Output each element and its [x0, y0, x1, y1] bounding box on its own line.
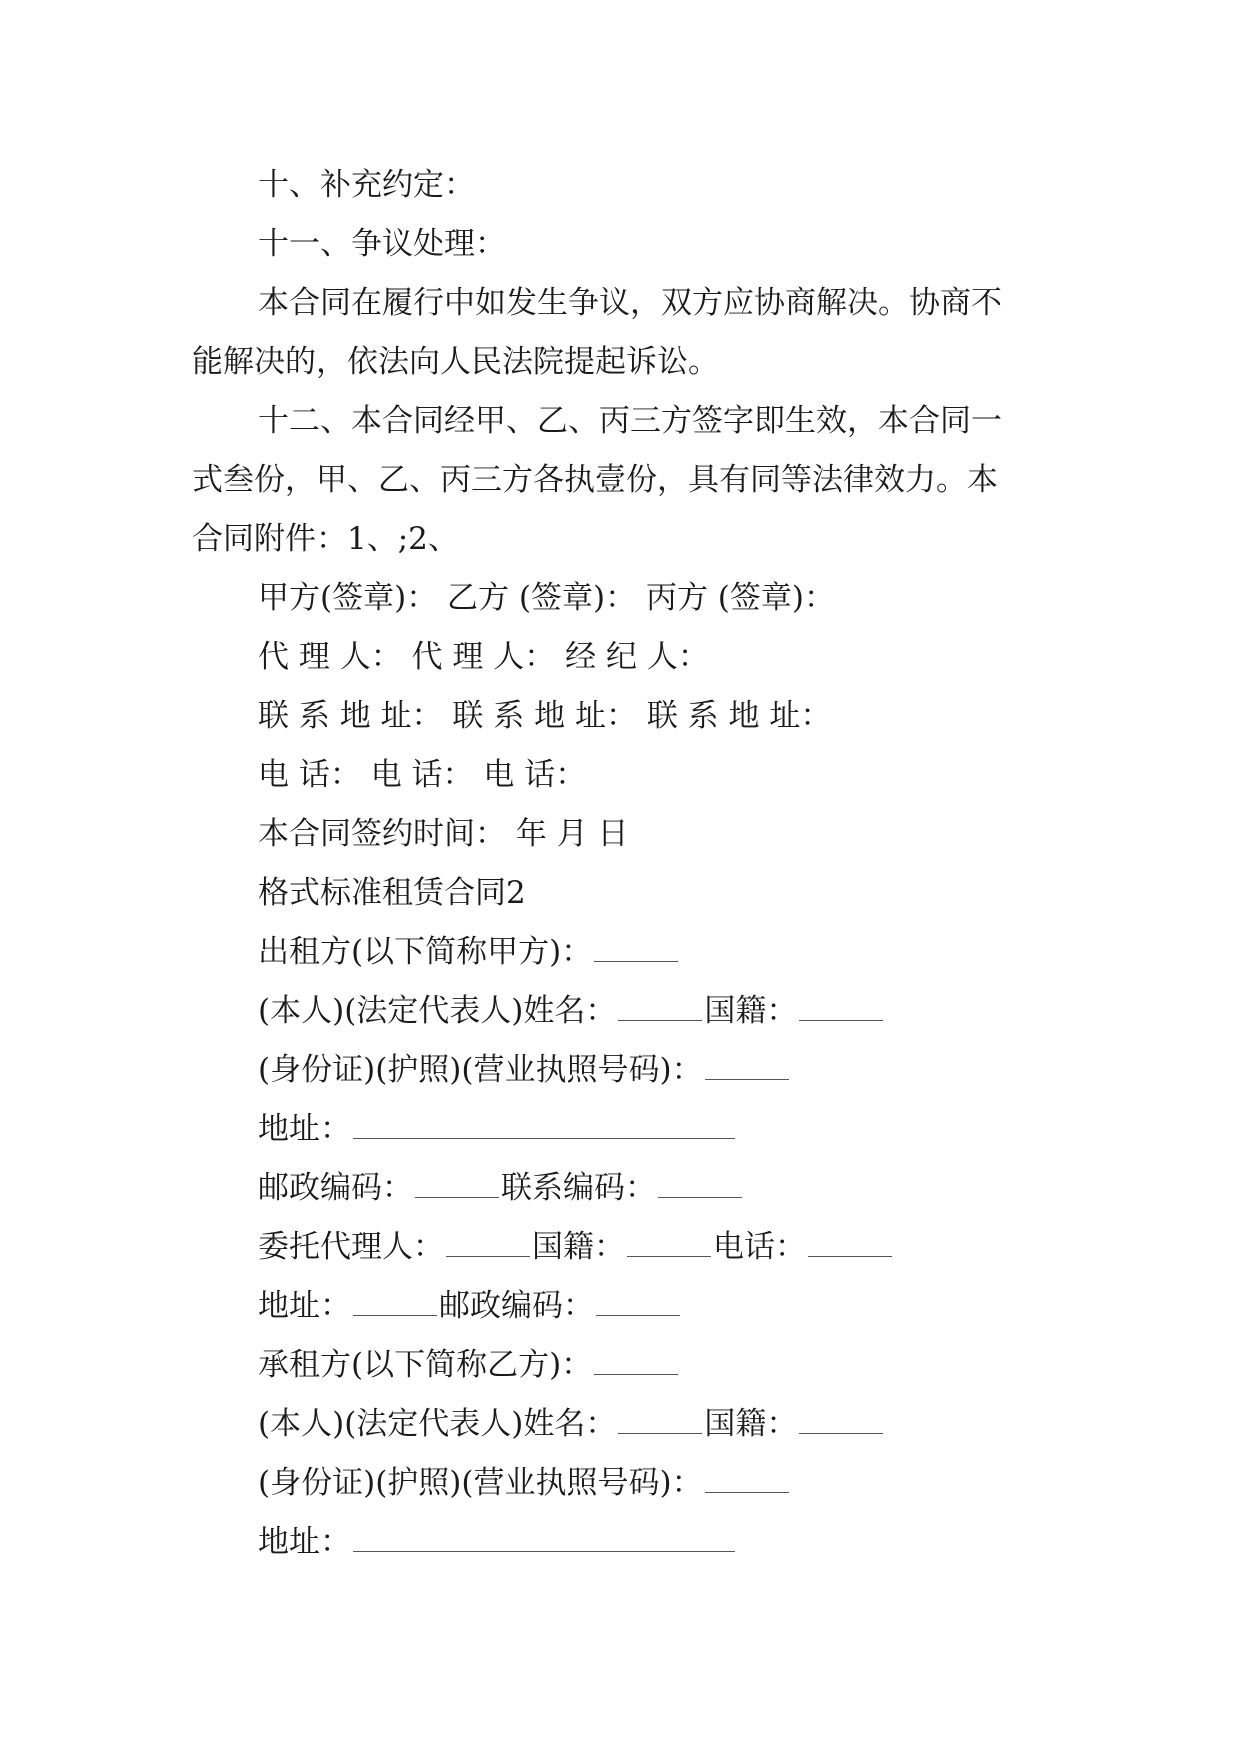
lessor-name-label: (本人)(法定代表人)姓名： — [258, 993, 617, 1029]
lessor-agent-nationality-blank[interactable] — [627, 1228, 711, 1257]
lessor-nationality-label: 国籍： — [704, 993, 798, 1029]
lessor-agent-label: 委托代理人： — [258, 1229, 444, 1265]
lessor-nationality-blank[interactable] — [799, 992, 883, 1021]
lessor-postal-line — [258, 1168, 744, 1208]
lessor-agent-nationality-label: 国籍： — [532, 1229, 625, 1265]
lessee-line — [258, 1345, 680, 1385]
lessee-name-label: (本人)(法定代表人)姓名： — [258, 1406, 617, 1442]
lessor-blank[interactable] — [594, 933, 678, 962]
lessor-label: 出租方(以下简称甲方)： — [258, 934, 593, 970]
lessor-agent-postal-blank[interactable] — [596, 1287, 680, 1316]
lessor-address-blank[interactable] — [353, 1110, 735, 1139]
lessor-address-line — [258, 1109, 737, 1149]
lessor-agent-address-label: 地址： — [258, 1288, 351, 1324]
lessor-agent-line — [258, 1227, 894, 1267]
clause-11-text-line-1: 本合同在履行中如发生争议，双方应协商解决。协商不 — [258, 285, 1002, 321]
signing-date-row: 本合同签约时间： 年 月 日 — [258, 816, 629, 852]
lessor-id-line — [258, 1050, 791, 1090]
document-title: 格式标准租赁合同2 — [258, 875, 526, 911]
lessor-name-line — [258, 991, 885, 1031]
clause-12-text-line-1: 十二、本合同经甲、乙、丙三方签字即生效，本合同一 — [258, 403, 1002, 439]
lessee-address-blank[interactable] — [353, 1523, 735, 1552]
lessor-agent-address-line — [258, 1286, 682, 1326]
lessee-nationality-label: 国籍： — [704, 1406, 798, 1442]
clause-11-text-line-2: 能解决的，依法向人民法院提起诉讼。 — [192, 344, 719, 380]
lessor-id-label: (身份证)(护照)(营业执照号码)： — [258, 1052, 703, 1088]
lessor-agent-blank[interactable] — [446, 1228, 530, 1257]
lessor-contact-label: 联系编码： — [501, 1170, 656, 1206]
lessee-nationality-blank[interactable] — [799, 1405, 883, 1434]
lessor-agent-phone-blank[interactable] — [808, 1228, 892, 1257]
lessee-id-line — [258, 1463, 791, 1503]
lessee-address-label: 地址： — [258, 1524, 351, 1560]
lessor-address-label: 地址： — [258, 1111, 351, 1147]
lessee-id-label: (身份证)(护照)(营业执照号码)： — [258, 1465, 703, 1501]
agent-row: 代 理 人： 代 理 人： 经 纪 人： — [258, 639, 709, 675]
lessor-contact-blank[interactable] — [658, 1169, 742, 1198]
lessor-agent-address-blank[interactable] — [353, 1287, 437, 1316]
lessee-address-line — [258, 1522, 737, 1562]
phone-row: 电 话： 电 话： 电 话： — [258, 757, 587, 793]
lessee-name-blank[interactable] — [618, 1405, 702, 1434]
lessor-id-blank[interactable] — [705, 1051, 789, 1080]
address-row: 联 系 地 址： 联 系 地 址： 联 系 地 址： — [258, 698, 832, 734]
lessor-postal-blank[interactable] — [415, 1169, 499, 1198]
lessee-label: 承租方(以下简称乙方)： — [258, 1347, 593, 1383]
lessee-blank[interactable] — [594, 1346, 678, 1375]
clause-11-heading: 十一、争议处理： — [258, 226, 506, 262]
lessor-line — [258, 932, 680, 972]
lessee-id-blank[interactable] — [705, 1464, 789, 1493]
signature-row: 甲方(签章)： 乙方 (签章)： 丙方 (签章)： — [258, 580, 835, 616]
lessor-name-blank[interactable] — [618, 992, 702, 1021]
clause-12-text-line-2: 式叁份，甲、乙、丙三方各执壹份，具有同等法律效力。本 — [192, 462, 998, 498]
clause-10-heading: 十、补充约定： — [258, 167, 475, 203]
lessor-agent-postal-label: 邮政编码： — [439, 1288, 594, 1324]
attachments-line: 合同附件：1、;2、 — [192, 521, 459, 557]
lessor-agent-phone-label: 电话： — [713, 1229, 806, 1265]
lessee-name-line — [258, 1404, 885, 1444]
lessor-postal-label: 邮政编码： — [258, 1170, 413, 1206]
